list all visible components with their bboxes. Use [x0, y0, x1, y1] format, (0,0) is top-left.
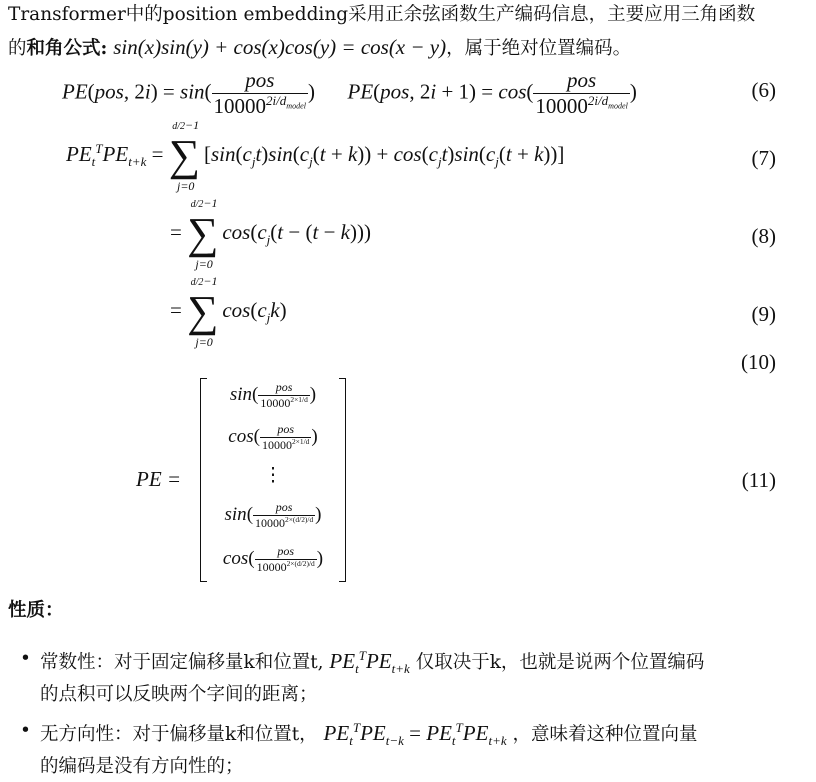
intro-prefix: 的 — [8, 38, 27, 59]
matrix-vdots: ⋮ — [263, 465, 283, 486]
matrix-right-bracket — [339, 378, 346, 582]
equation-11-number: (11) — [741, 468, 776, 492]
pe-matrix-lhs: PE = — [136, 467, 182, 491]
pe-matrix — [200, 378, 346, 582]
equation-9-number: (9) — [751, 302, 776, 326]
angle-sum-formula: sin(x)sin(y) + cos(x)cos(y) = cos(x − y) — [113, 35, 447, 59]
equation-7-number: (7) — [751, 146, 776, 170]
property-2-line-1: 无方向性：对于偏移量k和位置t， $PE_t^TPE_{t-k} = PE_t^TPE_{t+k}$ ，意味着这种位置向量 — [40, 720, 698, 749]
equation-6: PE(pos, 2i) = sin( $\frac{\text{pos}}{10000^{2i/d_{model}}}$ ) PE(pos, 2i + 1) = cos( $\frac{\text{pos}}{10000^{2i/d_{model}}}$ ) — [62, 68, 637, 118]
matrix-row-1: sin( $\frac{\text{pos}}{10000^{2\times 1/d}}$ ) — [229, 380, 317, 410]
property-1-line-2: 的点积可以反映两个字间的距离； — [40, 684, 318, 705]
equation-7: $PE_t^TPE_{t+k}$ = d/2−1 ∑ j=0 $[\sin(c_jt)\sin(c_j(t + k)) + \cos(c_jt)\sin(c_j(t + k))]$ — [66, 118, 565, 193]
property-2-line-2: 的编码是没有方向性的； — [40, 756, 244, 777]
angle-sum-formula-label: 和角公式: — [26, 38, 108, 59]
intro-line-2 — [8, 32, 631, 64]
intro-suffix: ，属于绝对位置编码。 — [446, 38, 632, 59]
equation-8: = d/2−1 ∑ j=0 $\cos(c_j(t - (t - k)))$ — [170, 196, 371, 271]
equation-6-number: (6) — [751, 78, 776, 102]
equation-8-number: (8) — [751, 224, 776, 248]
matrix-left-bracket — [200, 378, 207, 582]
matrix-row-4: cos( $\frac{\text{pos}}{10000^{2\times(d/2)/d}}$ ) — [222, 544, 324, 574]
matrix-row-3: sin( $\frac{\text{pos}}{10000^{2\times(d/2)/d}}$ ) — [224, 500, 322, 530]
matrix-row-2: cos( $\frac{\text{pos}}{10000^{2\times 1/d}}$ ) — [228, 422, 318, 452]
equation-9: = d/2−1 ∑ j=0 $\cos(c_jk)$ — [170, 274, 287, 349]
equation-10-number: (10) — [741, 350, 776, 374]
property-1-line-1: 常数性：对于固定偏移量k和位置t, $PE_t^TPE_{t+k}$ 仅取决于k，也就是说两个位置编码 — [40, 648, 705, 677]
bullet-dot-2: • — [20, 720, 31, 741]
intro-line-1 — [8, 0, 755, 30]
intro-text: Transformer中的position embedding采用正余弦函数生产编码信息，主要应用三角函数 — [8, 4, 756, 25]
properties-heading: 性质： — [8, 600, 64, 621]
bullet-dot-1: • — [20, 648, 31, 669]
